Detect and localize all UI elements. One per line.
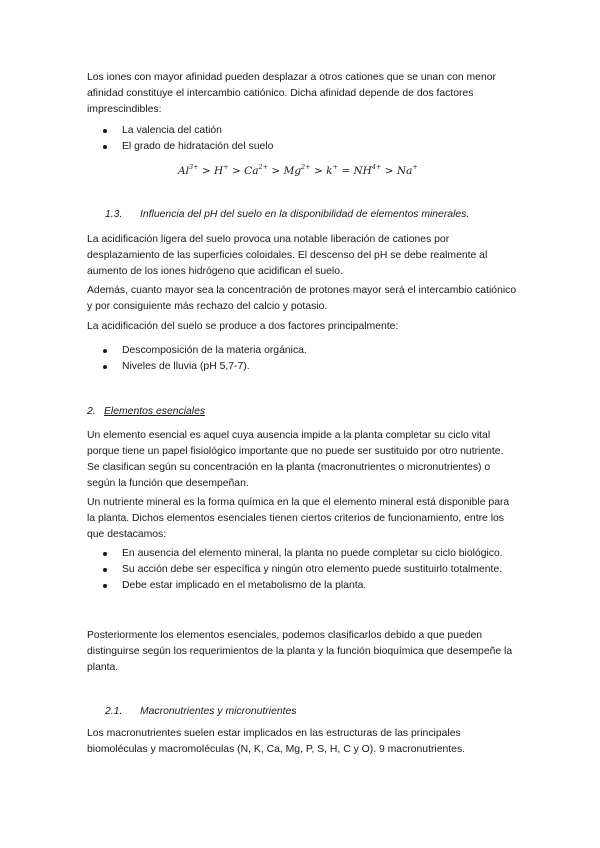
paragraph: Los macronutrientes suelen estar implicados en las estructuras de las principales biomoléculas y macromoléculas (N, K, Ca, Mg, P, S, H, C y O). 9 macronutrientes. [87, 728, 466, 755]
section-1-3-heading [105, 207, 469, 223]
section-title: Influencia del pH del suelo en la disponibilidad de elementos minerales. [140, 209, 470, 220]
section-2-heading [87, 404, 205, 420]
paragraph: Un nutriente mineral es la forma química en la que el elemento mineral está disponible para la planta. Dichos elementos esenciales tienen ciertos criterios de funcionamiento, entre los que destacamos: [87, 497, 510, 540]
list-item: Su acción debe ser específica y ningún otro elemento puede sustituirlo totalmente. [87, 562, 517, 578]
criteria-list [87, 546, 517, 594]
list-item: La valencia del catión [87, 123, 517, 139]
acidification-factors-list [87, 343, 517, 375]
section-2-1-heading [105, 704, 297, 720]
list-item: En ausencia del elemento mineral, la planta no puede completar su ciclo biológico. [87, 546, 517, 562]
section-title: Macronutrientes y micronutrientes [140, 706, 297, 717]
list-item: El grado de hidratación del suelo [87, 139, 517, 155]
section-number: 2. [87, 406, 96, 417]
list-item: Descomposición de la materia orgánica. [87, 343, 517, 359]
paragraph: Un elemento esencial es aquel cuya ausencia impide a la planta completar su ciclo vital porque tiene un papel fisiológico importante que no puede ser sustituido por otro nutriente. Se clasifican según su concentración en la planta (macronutrientes o micronutrientes) o según la función que desempeñan. [87, 430, 504, 489]
cation-affinity-formula: $Al^{3+} > H^+ > Ca^{2+} > Mg^{2+} > k^+ = NH^{4+} > Na^+$ [178, 163, 418, 177]
section-number: 2.1. [105, 706, 123, 717]
paragraph: La acidificación del suelo se produce a dos factores principalmente: [87, 321, 399, 332]
paragraph: Posteriormente los elementos esenciales, podemos clasificarlos debido a que pueden distinguirse según los requerimientos de la planta y la función bioquímica que desempeñe la planta. [87, 630, 513, 673]
section-title: Elementos esenciales [104, 406, 206, 417]
intro-paragraph: Los iones con mayor afinidad pueden desplazar a otros cationes que se unan con menor afinidad constituye el intercambio catiónico. Dicha afinidad depende de dos factores imprescindibles: [87, 72, 496, 115]
paragraph: La acidificación ligera del suelo provoca una notable liberación de cationes por desplazamiento de las superficies coloidales. El descenso del pH se debe realmente al aumento de los iones hidrógeno que acidifican el suelo. [87, 234, 488, 277]
section-number: 1.3. [105, 209, 123, 220]
paragraph: Además, cuanto mayor sea la concentración de protones mayor será el intercambio catiónico y por consiguiente más rechazo del calcio y potasio. [87, 285, 517, 312]
list-item: Niveles de lluvia (pH 5,7-7). [87, 359, 517, 375]
factors-list [87, 123, 517, 155]
list-item: Debe estar implicado en el metabolismo de la planta. [87, 578, 517, 594]
